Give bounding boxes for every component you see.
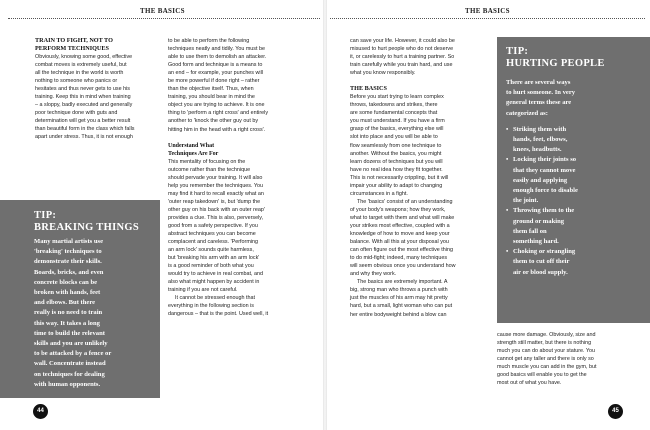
text-line: Choking or strangling	[513, 248, 576, 256]
text-line: poor technique done with guts and	[35, 110, 118, 117]
text-line: hard, but a small, light woman who can put	[350, 303, 453, 310]
text-line: big, strong man who throws a punch with	[350, 287, 448, 294]
text-line: hitting him in the head with a right cross'.	[168, 126, 266, 133]
text-line: demonstrate their skills.	[34, 258, 102, 266]
text-line: impair your ability to adapt to changing	[350, 182, 443, 189]
text-line: provides a clue. This is also, perversely,	[168, 214, 264, 221]
tip-bullet-item	[506, 247, 646, 278]
tip-bullet-item	[506, 206, 646, 247]
tip-box-hurting-people	[497, 37, 650, 323]
section-heading-train-to-fight: TRAIN TO FIGHT, NOT TO PERFORM TECHNIQUES	[35, 37, 113, 52]
text-line: grasp of the basics, everything else will	[350, 126, 444, 133]
text-line: your strikes most effective, coupled with a	[350, 222, 450, 229]
text-line: another. Without the basics, you might	[350, 150, 442, 157]
tip-bullet-item	[506, 125, 646, 156]
text-line: help you remember the techniques. You	[168, 182, 263, 189]
text-line: The basics are extremely important. A	[357, 279, 448, 286]
subheading-understand-techniques: Understand What Techniques Are For	[168, 142, 219, 157]
text-line: easily and applying	[513, 176, 568, 184]
text-line: determination will get you a better result	[35, 118, 131, 125]
tip-body	[506, 78, 646, 278]
text-line: training if you are not careful.	[168, 287, 238, 294]
text-line: misused to hurt people who do not deserve	[350, 46, 454, 53]
text-line: is a good reminder of both what you	[168, 263, 254, 270]
tip-title: TIP: BREAKING THINGS	[34, 210, 139, 233]
body-text	[497, 331, 647, 387]
tip-bullet-list	[506, 125, 646, 278]
text-line: can often figure out the most effective thing	[350, 247, 453, 254]
text-line: enough force to disable	[513, 187, 578, 195]
text-line: really is no need to train	[34, 309, 103, 317]
text-line: would try to achieve in real combat, and	[168, 271, 263, 278]
body-text	[350, 198, 492, 278]
text-line: Before you start trying to learn complex	[350, 94, 444, 101]
text-line: ground or making	[513, 217, 565, 225]
text-line: on techniques for dealing	[34, 370, 105, 378]
text-line: cause more damage. Obviously, size and	[497, 332, 596, 338]
text-line: thing to 'perform a right cross' and entirely	[168, 110, 269, 117]
text-line: and why they work.	[350, 271, 397, 278]
right-page	[325, 0, 650, 430]
text-line: Striking them with	[513, 125, 567, 133]
text-line: combat moves is extremely useful, but	[35, 62, 127, 69]
bullet-icon: •	[506, 248, 509, 256]
text-line: This is not necessarily crippling, but it will	[350, 174, 449, 181]
body-text	[168, 294, 296, 318]
text-line: good from a safety perspective. If you	[168, 222, 258, 229]
text-line: will seem obvious once you understand how	[350, 263, 456, 270]
text-line: to hurt someone. In very	[506, 89, 576, 97]
text-line: her entire bodyweight behind a blow can	[350, 311, 447, 318]
text-line: to be able to perform the following	[168, 38, 250, 44]
page-number-left: 44	[33, 404, 48, 419]
text-line: much you can do about your stature. You	[497, 348, 595, 355]
text-line: that they cannot move	[513, 166, 576, 174]
text-line: than the objective itself. Thus, when	[168, 86, 254, 93]
text-line: other guy on his back with an outer reap'	[168, 206, 265, 213]
text-line: them fall on	[513, 227, 547, 235]
text-line: also what might happen by accident in	[168, 279, 260, 286]
text-line: balance. With all this at your disposal you	[350, 239, 449, 246]
text-line: may find it hard to recall exactly what an	[168, 190, 264, 197]
header-dotted-rule-left	[8, 18, 320, 19]
text-line: abstract techniques you can become	[168, 230, 256, 237]
body-text	[350, 93, 492, 198]
text-line: apart under stress. Thus, it is not enough	[35, 134, 133, 141]
section-heading-the-basics: THE BASICS	[350, 85, 387, 93]
text-line: nothing to someone who panics or	[35, 78, 118, 85]
text-line: another to 'knock the other guy out by	[168, 118, 259, 125]
text-line: 'breaking' techniques to	[34, 248, 102, 256]
text-line: be more powerful if done right – rather	[168, 78, 260, 85]
text-line: outcome rather than the technique	[168, 166, 251, 173]
text-line: training, you should bear in mind the	[168, 94, 255, 101]
text-line: slot into place and you will be able to	[350, 134, 438, 141]
text-line: something hard.	[513, 238, 559, 246]
bullet-icon: •	[506, 156, 509, 164]
text-line: just the muscles of his arm may hit pretty	[350, 295, 448, 302]
text-line: of your body's weapons; how they work,	[350, 206, 446, 213]
text-line: good basics will enable you to get the	[497, 372, 587, 379]
text-line: with human opponents.	[34, 380, 101, 388]
text-line: hands, feet, elbows,	[513, 136, 568, 144]
text-line: much muscle you can add in the gym, but	[497, 364, 597, 371]
text-line: general terms these are	[506, 99, 572, 107]
right-column-1	[350, 37, 492, 319]
tip-bullet-item	[506, 155, 646, 206]
text-line: an arm lock' sounds quite harmless,	[168, 247, 254, 254]
tip-intro	[506, 78, 646, 119]
text-line: most out of what you have.	[497, 380, 562, 387]
text-line: complacent and careless. 'Performing	[168, 239, 259, 246]
body-text	[350, 37, 492, 77]
tip-box-breaking-things	[0, 200, 160, 398]
text-line: throws, takedowns and strikes, there	[350, 102, 438, 109]
right-column-2	[497, 331, 647, 387]
left-column-1	[35, 37, 155, 142]
text-line: strength still matter, but there is nothing	[497, 340, 592, 347]
text-line: object you are trying to achieve. It is one	[168, 102, 265, 109]
text-line: train carefully while you train hard, and use	[350, 62, 453, 69]
text-line: techniques neatly and tidily. You must be	[168, 46, 265, 53]
text-line: concrete blocks can be	[34, 278, 98, 286]
text-line: all the technique in the world is worth	[35, 70, 124, 77]
text-line: have no real idea how they fit together.	[350, 166, 443, 173]
text-line: you must understand. If you have a firm	[350, 118, 445, 125]
text-line: are some fundamental concepts that	[350, 110, 438, 117]
text-line: The 'basics' consist of an understanding	[357, 198, 453, 205]
text-line: it, or carelessly to hurt a training partner. So	[350, 54, 455, 61]
left-column-2	[168, 37, 296, 319]
text-line: wall. Concentrate instead	[34, 360, 106, 368]
text-line: hesitates and thus never gets to use his	[35, 86, 130, 93]
body-text	[350, 278, 492, 318]
text-line: to be attacked by a fence or	[34, 350, 112, 358]
text-line: Locking their joints so	[513, 156, 577, 164]
text-line: knees, headbutts.	[513, 146, 562, 154]
bullet-icon: •	[506, 207, 509, 215]
text-line: what to target with them and what will make	[350, 214, 455, 221]
header-dotted-rule-right	[330, 18, 645, 19]
text-line: Many martial artists use	[34, 238, 104, 245]
text-line: able to use them to demolish an attacker.	[168, 54, 267, 61]
running-head-right: THE BASICS	[465, 7, 510, 15]
text-line: circumstances in a fight.	[350, 190, 408, 197]
text-line: There are several ways	[506, 79, 571, 86]
text-line: skills and you are unlikely	[34, 340, 108, 348]
text-line: Boards, bricks, and even	[34, 268, 104, 276]
body-text	[168, 37, 296, 134]
text-line: dangerous – that is the point. Used well, it	[168, 311, 269, 318]
text-line: categorized as:	[506, 109, 548, 117]
text-line: broken with hands, feet	[34, 289, 101, 297]
text-line: what you know responsibly.	[350, 70, 416, 77]
text-line: learn dozens of techniques but you will	[350, 158, 443, 165]
text-line: air or blood supply.	[513, 268, 568, 276]
text-line: than beautiful form in the class which falls	[35, 126, 135, 133]
tip-title: TIP: HURTING PEOPLE	[506, 46, 605, 69]
page-number-right: 45	[608, 404, 623, 419]
text-line: cannot get any taller and there is only so	[497, 356, 594, 363]
text-line: It cannot be stressed enough that	[175, 295, 256, 302]
text-line: time to build the relevant	[34, 329, 105, 337]
text-line: the joint.	[513, 197, 539, 205]
text-line: Obviously, knowing some good, effective	[35, 54, 133, 60]
text-line: knowledge of how to move and keep your	[350, 231, 450, 238]
text-line: Good form and technique is a means to	[168, 62, 263, 69]
text-line: should pervade your training. It will also	[168, 174, 263, 181]
text-line: everything in the following section is	[168, 303, 254, 310]
running-head-left: THE BASICS	[140, 7, 185, 15]
text-line: can save your life. However, it could also be	[350, 38, 455, 44]
text-line: to do mid-fight; indeed, many techniques	[350, 255, 448, 262]
text-line: 'outer reap takedown' is, but 'dump the	[168, 198, 261, 205]
text-line: this way. It takes a long	[34, 319, 100, 327]
tip-body	[34, 237, 158, 390]
text-line: Throwing them to the	[513, 207, 575, 215]
text-line: training. Keep this in mind when training	[35, 94, 131, 101]
body-text	[168, 158, 296, 295]
text-line: but 'breaking his arm with an arm lock'	[168, 255, 260, 262]
text-line: and elbows. But there	[34, 299, 96, 307]
text-line: This mentality of focusing on the	[168, 158, 246, 165]
text-line: them to cut off their	[513, 258, 570, 266]
text-line: flow seamlessly from one technique to	[350, 142, 442, 149]
body-text	[35, 53, 155, 142]
text-line: – a sloppy, badly executed and generally	[35, 102, 133, 109]
text-line: an end – for example, your punches will	[168, 70, 263, 77]
bullet-icon: •	[506, 125, 509, 133]
